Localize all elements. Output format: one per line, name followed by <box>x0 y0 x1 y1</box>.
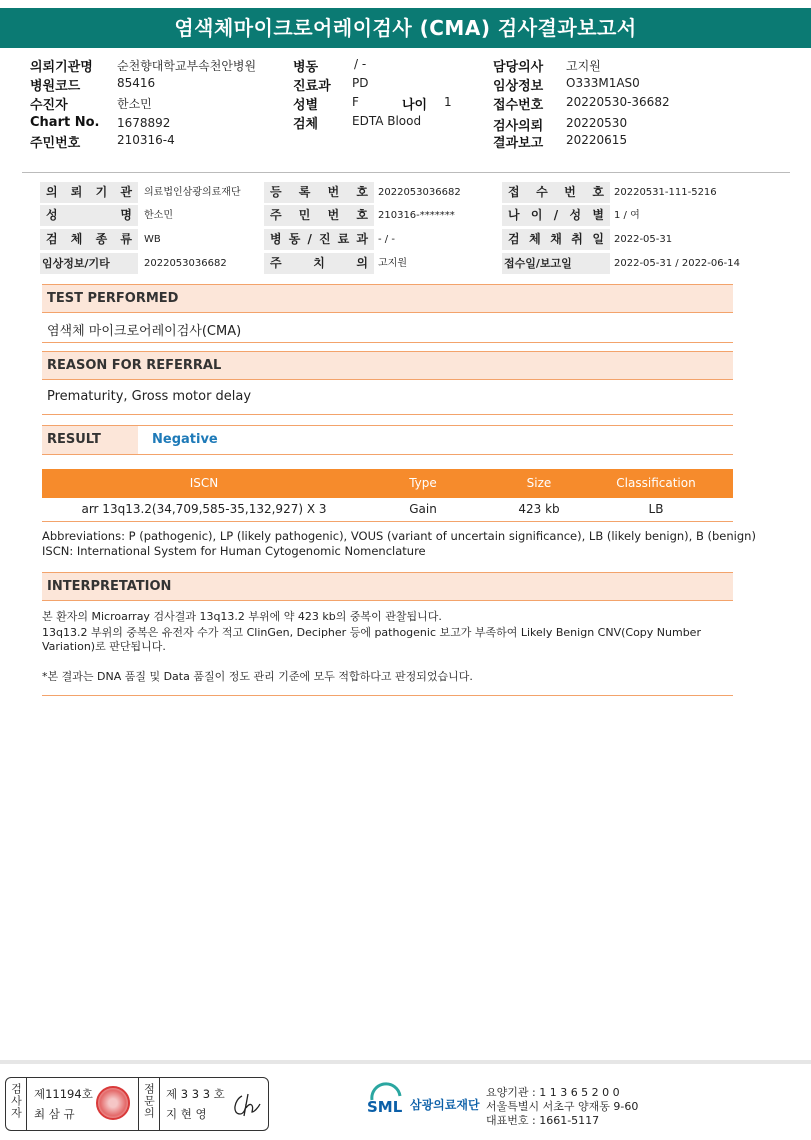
header-label: 병동 <box>293 60 319 75</box>
table-cell: arr 13q13.2(34,709,585-35,132,927) X 3 <box>81 502 327 516</box>
info-label <box>40 205 138 226</box>
handwritten-signature-icon <box>228 1090 264 1120</box>
header-value: 210316-4 <box>117 133 175 147</box>
result-value: Negative <box>152 432 218 447</box>
info-label <box>40 253 138 274</box>
header-value: PD <box>352 76 369 90</box>
info-label-text <box>270 229 368 250</box>
info-value: 한소민 <box>144 210 173 221</box>
signature-box <box>5 1077 269 1131</box>
label-char: 의 <box>356 256 368 270</box>
header-value: F <box>352 95 359 109</box>
label-char: 취 <box>571 232 583 246</box>
info-label-text: 접수일/보고일 <box>504 257 572 270</box>
signer-2-role-text: 점문의 <box>142 1083 156 1119</box>
label-char: 치 <box>313 256 325 270</box>
label-char: 민 <box>298 208 311 222</box>
label-char: 진 <box>318 232 331 246</box>
label-char: 뢰 <box>70 185 83 199</box>
info-row <box>40 182 734 203</box>
header-value: 85416 <box>117 76 156 90</box>
interpretation-line: 본 환자의 Microarray 검사결과 13q13.2 부위에 약 423 kb의 중복이 관찰됩니다. <box>42 610 442 623</box>
label-char: 일 <box>592 232 604 246</box>
info-label <box>264 253 374 274</box>
table-header <box>42 469 733 498</box>
label-char: 록 <box>298 185 311 199</box>
info-value: 20220531-111-5216 <box>614 187 717 198</box>
label-char: 체 <box>529 232 541 246</box>
label-char: 번 <box>327 185 340 199</box>
report-title: 염색체마이크로어레이검사 (CMA) 검사결과보고서 <box>0 8 811 48</box>
test-performed-text: 염색체 마이크로어레이검사(CMA) <box>47 324 242 339</box>
info-label-text <box>508 182 604 203</box>
info-label-text: 임상정보/기타 <box>42 257 110 270</box>
header-label: 임상정보 <box>493 79 544 94</box>
info-label <box>40 229 138 250</box>
label-char: 류 <box>120 232 132 246</box>
label-char: 나 <box>508 208 520 222</box>
label-char: 번 <box>564 185 576 199</box>
header-label: 접수번호 <box>493 98 544 113</box>
info-label <box>502 229 610 250</box>
header-value: 순천향대학교부속천안병원 <box>117 59 257 73</box>
info-label-text <box>46 182 132 203</box>
header-label: 의뢰기관명 <box>30 60 93 75</box>
info-label-text <box>270 205 368 226</box>
section-heading-result: RESULT <box>42 426 138 454</box>
address-line: 대표번호 : 1661-5117 <box>486 1114 600 1127</box>
label-char: 성 <box>46 208 58 222</box>
info-value: 고지원 <box>378 258 407 269</box>
info-label <box>264 205 374 226</box>
info-label <box>264 182 374 203</box>
header-value: 1 <box>444 95 452 109</box>
info-label <box>502 205 610 226</box>
sml-logo-icon <box>366 1082 406 1122</box>
info-row <box>40 229 734 250</box>
header-value: 20220615 <box>566 133 628 147</box>
signer-1-role <box>6 1078 26 1130</box>
label-char: 과 <box>356 232 368 246</box>
header-value: / - <box>354 57 367 71</box>
section-heading-test-performed: TEST PERFORMED <box>42 284 733 313</box>
interpretation-line: 13q13.2 부위의 중복은 유전자 수가 적고 ClinGen, Decipher 등에 pathogenic 보고가 부족하여 Likely Benign CNV(Copy Number <box>42 626 701 639</box>
header-label: 검체 <box>293 117 319 132</box>
label-char: / <box>307 232 312 246</box>
signer-2-role <box>139 1078 159 1130</box>
column-header: Classification <box>616 476 696 490</box>
info-value: - / - <box>378 234 395 245</box>
signer-1-role-text: 검사자 <box>9 1083 23 1119</box>
seal-stamp-icon <box>96 1086 130 1120</box>
header-label: 진료과 <box>293 79 331 94</box>
label-char: 검 <box>46 232 58 246</box>
info-value: WB <box>144 234 161 245</box>
org-name: 삼광의료재단 <box>410 1098 480 1112</box>
label-char: 채 <box>550 232 562 246</box>
label-char: 명 <box>120 208 132 222</box>
label-char: 수 <box>536 185 548 199</box>
info-value: 2022-05-31 <box>614 234 673 245</box>
info-value: 1 / 여 <box>614 210 640 221</box>
header-label: Chart No. <box>30 115 100 130</box>
label-char: 호 <box>356 208 368 222</box>
info-label <box>502 253 610 274</box>
header-value: 20220530-36682 <box>566 95 670 109</box>
label-char: 체 <box>70 232 83 246</box>
info-value: 2022-05-31 / 2022-06-14 <box>614 258 740 269</box>
header-label: 성별 <box>293 98 319 113</box>
label-char: 호 <box>356 185 368 199</box>
divider <box>42 695 733 696</box>
column-header: ISCN <box>189 476 219 490</box>
header-value: O333M1AS0 <box>566 76 640 90</box>
label-char: 주 <box>270 208 282 222</box>
info-label-text <box>508 205 604 226</box>
result-row <box>42 425 733 455</box>
table-cell: 423 kb <box>518 502 560 516</box>
info-value: 210316-******* <box>378 210 455 221</box>
footer-divider <box>0 1060 811 1064</box>
label-char: 성 <box>569 208 582 222</box>
info-row <box>40 253 740 274</box>
divider <box>159 1078 160 1130</box>
table-row <box>42 498 733 522</box>
info-value: 2022053036682 <box>378 187 461 198</box>
header-label: 병원코드 <box>30 79 81 94</box>
info-value: 의료법인삼광의료재단 <box>144 187 241 198</box>
header-value: 한소민 <box>117 97 152 111</box>
label-char: 주 <box>270 256 282 270</box>
label-char: 관 <box>120 185 132 199</box>
info-label-text <box>270 182 368 203</box>
header-label: 담당의사 <box>493 60 544 75</box>
info-label-text <box>46 205 132 226</box>
signer-2-name: 지 현 영 <box>166 1107 207 1121</box>
label-char: 병 <box>270 232 282 246</box>
signer-2-license: 제 3 3 3 호 <box>166 1087 225 1101</box>
divider <box>42 342 733 343</box>
info-label-text <box>46 229 132 250</box>
reason-text: Prematurity, Gross motor delay <box>47 389 252 404</box>
logo-text: SML <box>367 1098 403 1116</box>
header-value: 고지원 <box>566 59 601 73</box>
header-label: 수진자 <box>30 98 68 113</box>
label-char: 종 <box>95 232 108 246</box>
header-value: EDTA Blood <box>352 114 422 128</box>
info-label-text <box>270 253 368 274</box>
interpretation-footnote: *본 결과는 DNA 품질 및 Data 품질이 정도 관리 기준에 모두 적합하다고 판정되었습니다. <box>42 670 473 683</box>
divider <box>26 1078 27 1130</box>
header-value: 20220530 <box>566 116 628 130</box>
divider <box>42 414 733 415</box>
info-label-text <box>508 229 604 250</box>
table-cell: Gain <box>409 502 437 516</box>
address-line: 요양기관 : 1 1 3 6 5 2 0 0 <box>486 1086 620 1099</box>
address-line: 서울특별시 서초구 양재동 9-60 <box>486 1100 639 1113</box>
iscn-note: ISCN: International System for Human Cytogenomic Nomenclature <box>42 544 426 558</box>
divider <box>22 172 790 173</box>
info-row <box>40 205 734 226</box>
signer-1-name: 최 삼 규 <box>34 1107 75 1121</box>
label-char: 번 <box>327 208 340 222</box>
label-char: 이 <box>530 208 543 222</box>
label-char: 접 <box>508 185 520 199</box>
label-char: 검 <box>508 232 520 246</box>
column-header: Size <box>526 476 552 490</box>
label-char: 의 <box>46 185 58 199</box>
label-char: 별 <box>592 208 604 222</box>
header-value: 1678892 <box>117 116 171 130</box>
header-label: 결과보고 <box>493 136 544 151</box>
label-char: 등 <box>270 185 282 199</box>
info-label <box>264 229 374 250</box>
label-char: 료 <box>337 232 350 246</box>
info-value: 2022053036682 <box>144 258 227 269</box>
header-label: 검사의뢰 <box>493 119 544 134</box>
column-header: Type <box>409 476 437 490</box>
info-label <box>40 182 138 203</box>
section-heading-interpretation: INTERPRETATION <box>42 572 733 601</box>
table-cell: LB <box>648 502 664 516</box>
label-char: 동 <box>288 232 301 246</box>
signer-1-license: 제11194호 <box>34 1087 93 1101</box>
abbreviations-note: Abbreviations: P (pathogenic), LP (likely pathogenic), VOUS (variant of uncertain significance), LB (likely benign), B (benign) <box>42 529 756 543</box>
info-label <box>502 182 610 203</box>
header-label: 나이 <box>402 98 428 113</box>
header-label: 주민번호 <box>30 136 81 151</box>
label-char: / <box>553 208 559 222</box>
section-heading-reason: REASON FOR REFERRAL <box>42 351 733 380</box>
label-char: 기 <box>95 185 108 199</box>
interpretation-line: Variation)로 판단됩니다. <box>42 640 166 653</box>
label-char: 호 <box>592 185 604 199</box>
